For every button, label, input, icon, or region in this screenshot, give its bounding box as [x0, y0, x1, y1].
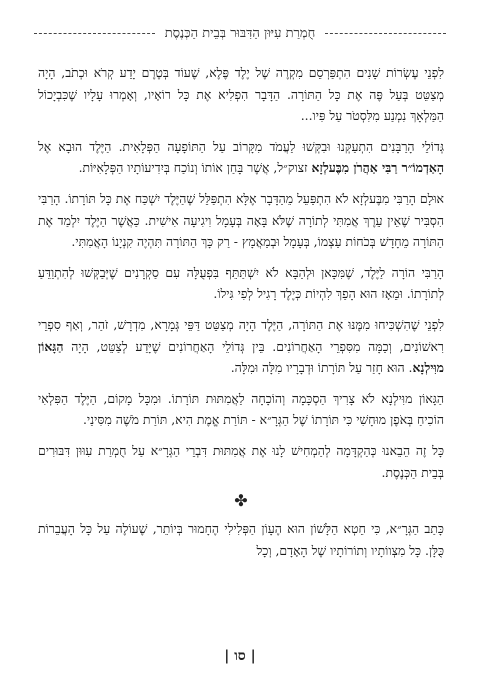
header-rule-right [325, 33, 446, 34]
paragraph-3: אוּלָם הָרַבִּי מִבֶּעלְזָא לֹא הִתְפַּעֵל מֵהַדָּבָר אֶלָּא הִתְפַּלֵּל שֶׁהַיֶּלֶד יִשְׁכַּח אֶת כָּל תּוֹרָתוֹ. הָרַבִּי הִסְבִּיר שֶׁאֵין עֵרֶךְ אֲמִתִּי לְתוֹרָה שֶׁלֹּא בָּאָה בְּעָמָל וִיגִיעָה אִישִׁית. כַּאֲשֶׁר הַיֶּלֶד יִלְמַד אֶת הַתּוֹרָה מֵחָדָשׁ בְּכֹחוֹת עַצְמוֹ, בְּעָמָל וּבְמַאֲמָץ - רַק כָּךְ הַתּוֹרָה תִּהְיֶה קִנְיָנוֹ הָאֲמִתִּי. [38, 190, 444, 250]
rebbe-name: הָאַדְמוֹ״ר רַבִּי אַהֲרֹן מִבֶּעלְזָא [311, 160, 444, 176]
section-ornament-icon: ✤ [234, 491, 248, 511]
paragraph-6: הַגָּאוֹן מוִּילְנָא לֹא צָרִיךְ הַסְכָּמָה וְהוֹכָחָה לַאֲמִתּוּת תּוֹרָתוֹ. וּמִכָּל מָקוֹם, הַיֶּלֶד הַפִּלְאִי הוֹכִיחַ בְּאֹפֶן מוּחָשִׁי כִּי תּוֹרָתוֹ שֶׁל הַגְּרָ״א - תּוֹרַת אֱמֶת הִיא, תּוֹרַת מֹשֶׁה מִסִּינַי. [38, 390, 444, 428]
header-rule-left [34, 33, 155, 34]
page-number: | סו | [224, 648, 256, 664]
paragraph-7: כָּל זֶה הֵבֵאנוּ כְּהַקְדָּמָה לְהַמְחִישׁ לָנוּ אֶת אֲמִתּוּת דִּבְרֵי הַגְּרָ״א עַל חֻמְרַת עִוּוּן דִּבּוּרִים בְּבֵית הַכְּנֶסֶת. [38, 442, 444, 480]
gaon-name: הַגָּאוֹן מוִּילְנָא [38, 338, 444, 376]
running-header-title: חֻמְרַת עִיּוּן הַדִּבּוּר בְּבֵית הַכְּנֶסֶת [164, 26, 316, 41]
page-body [38, 62, 444, 570]
running-header [34, 22, 446, 44]
closing-paragraph: כָּתַב הַגְּרָ״א, כִּי חֵטְא הַלָּשׁוֹן הוּא הֶעָוֹן הַפְּלִילִי הֶחָמוּר בְּיוֹתֵר, שֶׁעוֹלֶה עַל כָּל הָעֲבֵרוֹת כֻּלָּן. כָּל מִצְווֹתָיו וְתוֹרוֹתָיו שֶׁל הָאָדָם, וְכָל [38, 521, 444, 558]
paragraph-2: גְּדוֹלֵי הָרַבָּנִים הִתְעַקְּנוּ וּבִקְּשׁוּ לַעֲמֹד מִקָּרוֹב עַל הַתּוֹפָעָה הַפְּלָאִית. הַיֶּלֶד הוּבָא אֶל הָאַדְמוֹ״ר רַבִּי אַהֲרֹן מִבֶּעלְזָא זצוק״ל, אֲשֶׁר בָּחַן אוֹתוֹ וְנוֹכַח בְּיִדִיעוֹתָיו הַפְּלָאִיּוֹת. [38, 138, 444, 176]
paragraph-1: לִפְנֵי עֶשְׂרוֹת שָׁנִים הִתְפַּרְסֵם מִקְרֶה שֶׁל יֶלֶד פֶּלֶא, שֶׁעוֹד בְּטֶרֶם יָדַע קְרֹא וּכְתֹב, הָיָה מְצַטֵּט בְּעַל פֶּה אֶת כָּל הַתּוֹרָה. הַדָּבָר הִפְלִיא אֶת כָּל רוֹאָיו, וְאָמְרוּ עָלָיו שֶׁכִּבְיָכוֹל הַמַּלְאָךְ נִמְנַע מִלִּסְטֹר עַל פִּיו... [38, 65, 444, 124]
paragraph-5: לִפְנֵי שֶׁהִשְׁכִּיחוּ מִמֶּנּוּ אֶת הַתּוֹרָה, הַיֶּלֶד הָיָה מְצַטֵּט דַּפֵּי גְּמָרָא, מִדְרָשׁ, זֹהַר, וְאַף סִפְרֵי רִאשׁוֹנִים, וְכַמָּה מִסִּפְרֵי הָאַחֲרוֹנִים. בֵּין גְּדוֹלֵי הָאַחֲרוֹנִים שֶׁיָּדַע לְצַטֵּט, הָיָה הַגָּאוֹן מוִּילְנָא. הוּא חָזַר עַל תּוֹרָתוֹ וּדְבָרָיו מִלָּה וּמִלָּה. [38, 316, 444, 376]
paragraph-4: הָרַבִּי הוֹרָה לַיֶּלֶד, שֶׁמִּכָּאן וּלְהַבָּא לֹא יִשְׁתַּתֵּף בִּפְעֻלָּה עִם סַקְרָנִים שֶׁיְּבַקְּשׁוּ לְהִתְוַדֵּעַ לְתוֹרָתוֹ. וּמֵאָז הוּא הָפַךְ לִהְיוֹת כְּיֶלֶד רָגִיל לְפִי גִּילוֹ. [38, 264, 444, 302]
